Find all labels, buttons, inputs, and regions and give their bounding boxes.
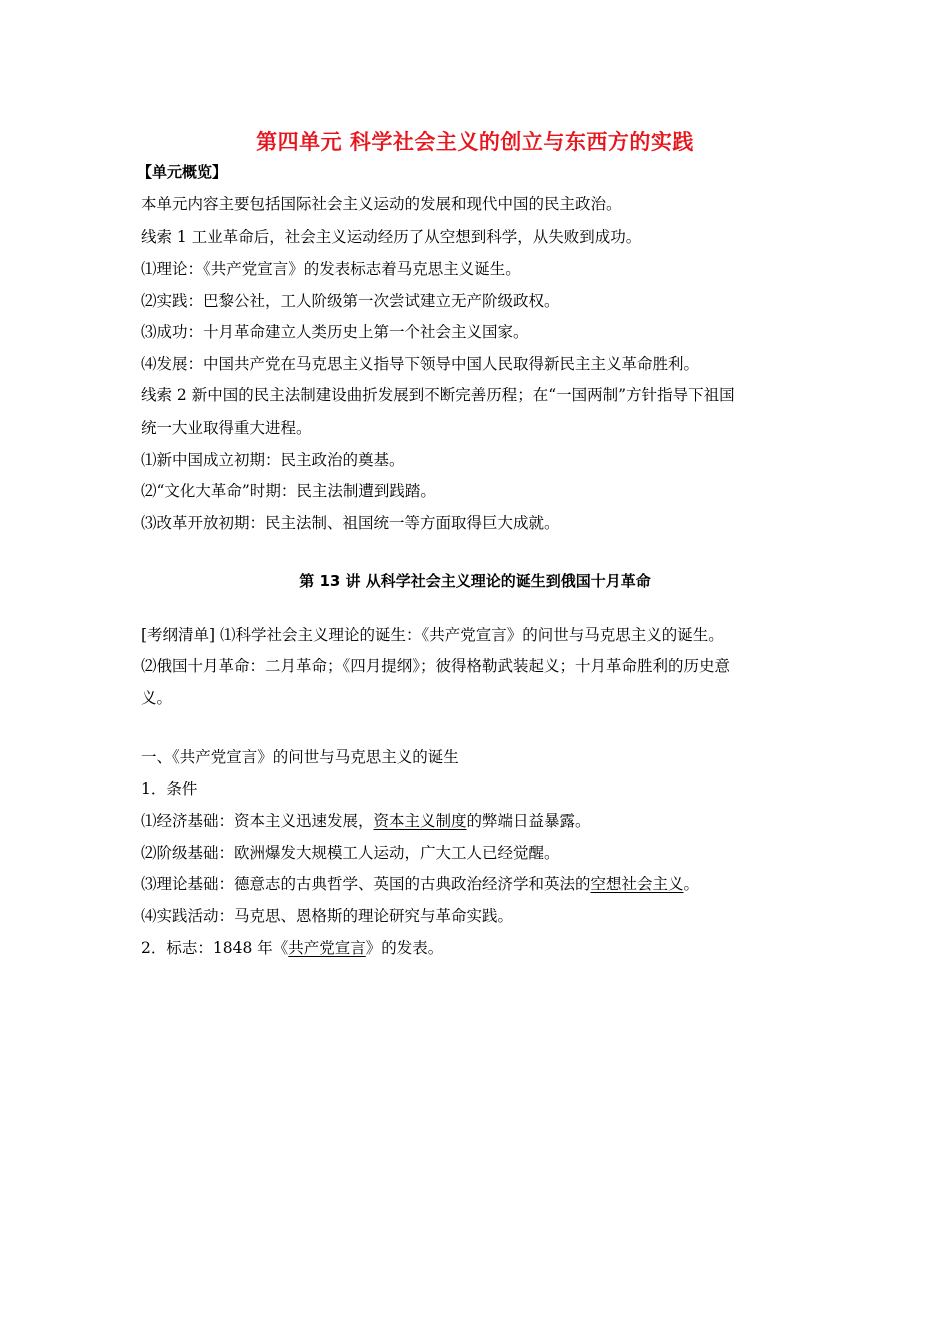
clue2-title: 线索 2 新中国的民主法制建设曲折发展到不断完善历程；在“一国两制”方针指导下祖国 bbox=[141, 386, 735, 404]
economic-basis-text-end: 的弊端日益暴露。 bbox=[466, 812, 591, 830]
sign-text: 2．标志：1848 年《 bbox=[141, 939, 289, 957]
sign-line bbox=[141, 938, 443, 958]
syllabus-line: ⑵俄国十月革命：二月革命；《四月提纲》；彼得格勒武装起义；十月革命胜利的历史意 bbox=[141, 657, 731, 675]
clue1-title: 线索 1 工业革命后，社会主义运动经历了从空想到科学，从失败到成功。 bbox=[141, 228, 642, 246]
practice-activity: ⑷实践活动：马克思、恩格斯的理论研究与革命实践。 bbox=[141, 907, 514, 925]
unit-title: 第四单元 科学社会主义的创立与东西方的实践 bbox=[256, 130, 694, 154]
clue1-item: ⑷发展：中国共产党在马克思主义指导下领导中国人民取得新民主主义革命胜利。 bbox=[141, 355, 700, 373]
overview-heading: 【单元概览】 bbox=[137, 163, 228, 181]
underlined-answer: 共产党宣言 bbox=[288, 939, 366, 957]
section-heading: 一、《共产党宣言》的问世与马克思主义的诞生 bbox=[141, 748, 459, 766]
clue2-item: ⑶改革开放初期：民主法制、祖国统一等方面取得巨大成就。 bbox=[141, 514, 560, 532]
theory-basis bbox=[141, 874, 699, 894]
syllabus-line: 义。 bbox=[141, 689, 173, 707]
clue1-item: ⑶成功：十月革命建立人类历史上第一个社会主义国家。 bbox=[141, 323, 529, 341]
economic-basis bbox=[141, 811, 591, 831]
lecture-title: 第 13 讲 从科学社会主义理论的诞生到俄国十月革命 bbox=[299, 572, 651, 590]
clue1-item: ⑴理论：《共产党宣言》的发表标志着马克思主义诞生。 bbox=[141, 260, 521, 278]
clue2-item: ⑵“文化大革命”时期：民主法制遭到践踏。 bbox=[141, 482, 436, 500]
overview-intro: 本单元内容主要包括国际社会主义运动的发展和现代中国的民主政治。 bbox=[141, 195, 622, 213]
sign-text-end: 》的发表。 bbox=[365, 939, 444, 957]
clue2-item: ⑴新中国成立初期：民主政治的奠基。 bbox=[141, 451, 405, 469]
conditions-heading: 1．条件 bbox=[141, 780, 198, 798]
class-basis: ⑵阶级基础：欧洲爆发大规模工人运动，广大工人已经觉醒。 bbox=[141, 844, 560, 862]
underlined-answer: 空想社会主义 bbox=[590, 875, 684, 893]
underlined-answer: 资本主义制度 bbox=[373, 812, 467, 830]
clue1-item: ⑵实践：巴黎公社，工人阶级第一次尝试建立无产阶级政权。 bbox=[141, 292, 560, 310]
theory-basis-text: ⑶理论基础：德意志的古典哲学、英国的古典政治经济学和英法的 bbox=[141, 875, 591, 893]
economic-basis-text: ⑴经济基础：资本主义迅速发展， bbox=[141, 812, 374, 830]
clue2-title-cont: 统一大业取得重大进程。 bbox=[141, 419, 312, 437]
theory-basis-text-end: 。 bbox=[683, 875, 700, 893]
syllabus-line: [考纲清单] ⑴科学社会主义理论的诞生：《共产党宣言》的问世与马克思主义的诞生。 bbox=[141, 626, 724, 644]
